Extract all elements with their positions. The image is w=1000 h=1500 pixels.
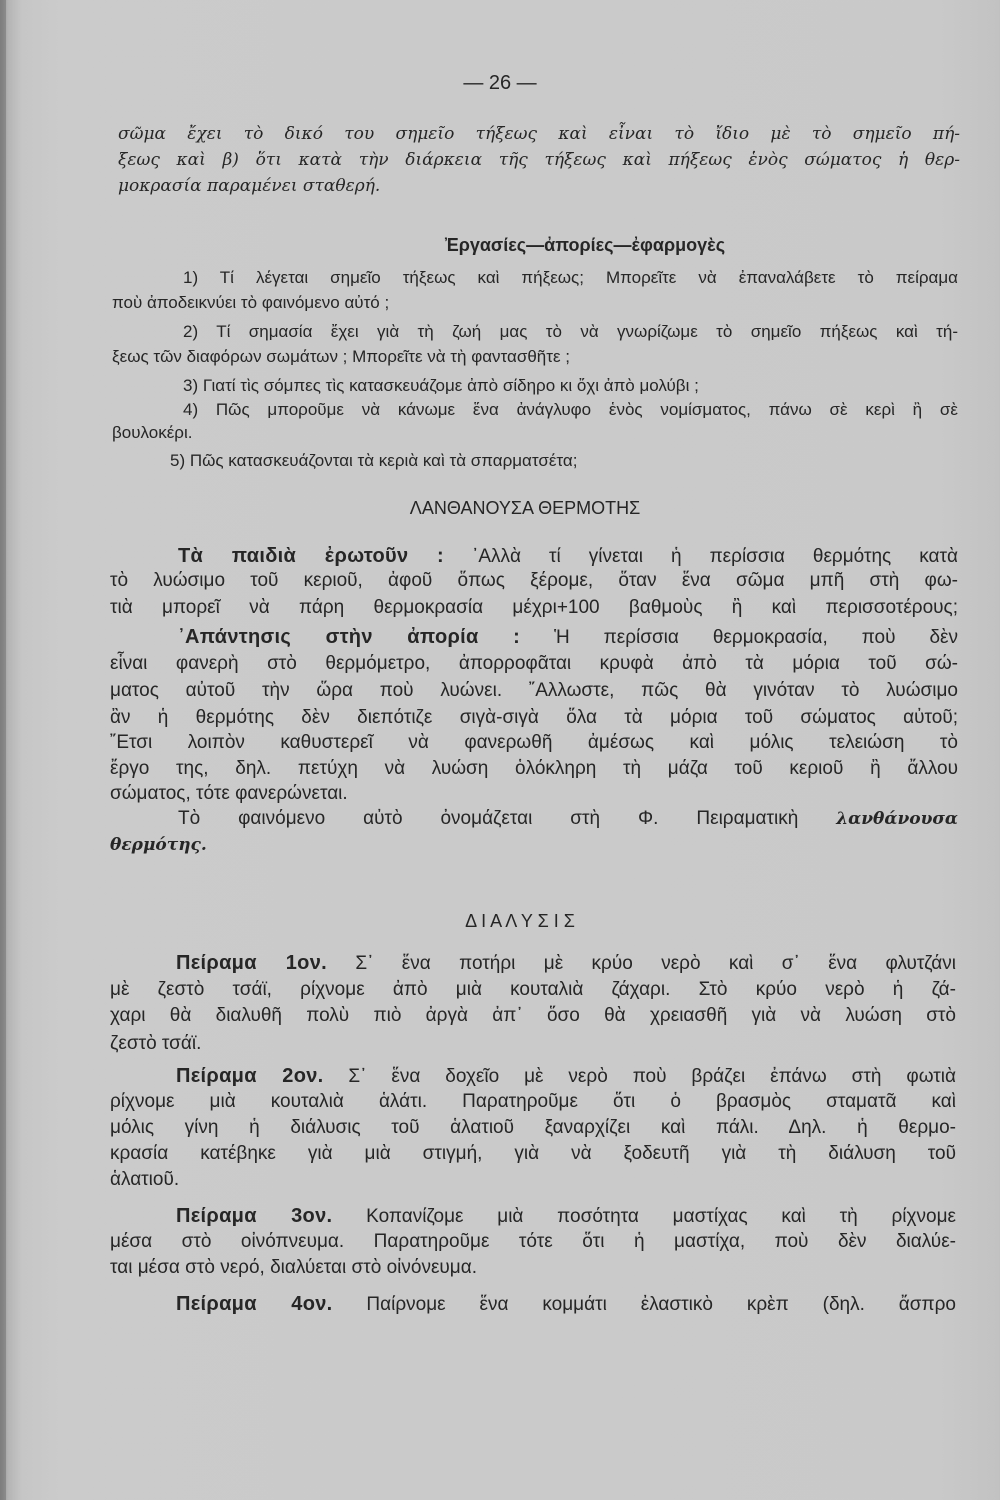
text-line (112, 348, 570, 365)
text-run: Σ᾽ ἕνα ποτήρι μὲ κρύο νερὸ καὶ σ᾽ ἕνα φλυτζάνι (326, 953, 956, 974)
text-run: εἶναι φανερὴ στὸ θερμόμετρο, ἀπορροφᾶται κρυφὰ ἀπὸ τὰ μόρια τοῦ σώ- (110, 653, 958, 674)
text-run: ζεστὸ τσάϊ. (110, 1033, 202, 1054)
text-run: σῶμα ἔχει τὸ δικό του σημεῖο τήξεως καὶ εἶναι τὸ ἴδιο μὲ τὸ σημεῖο πή- (118, 124, 960, 144)
text-line (112, 424, 192, 441)
text-run: Τὸ φαινόμενο αὐτὸ ὀνομάζεται στὴ Φ. Πειραματικὴ (178, 808, 837, 829)
page-number: — 26 — (463, 72, 537, 94)
bold-lead-in: Τὰ παιδιὰ ἐρωτοῦν : (178, 545, 444, 567)
text-line (176, 1066, 956, 1086)
text-run: τιὰ μπορεῖ νὰ πάρη θερμοκρασία μέχρι+100 βαθμοὺς ἢ καὶ περισσοτέρους; (110, 597, 958, 618)
text-line (110, 980, 956, 999)
text-line (110, 835, 207, 854)
text-run: ποὺ ἀποδεικνύει τὸ φαινόμενο αὐτό ; (112, 293, 390, 312)
text-line (110, 784, 348, 803)
text-run: 4) Πῶς μποροῦμε νὰ κάνωμε ἕνα ἀνάγλυφο ἑνὸς νομίσματος, πάνω σὲ κερὶ ἢ σὲ (183, 400, 958, 419)
latent-heat-heading: ΛΑΝΘΑΝΟΥΣΑ ΘΕΡΜΟΤΗΣ (409, 498, 641, 518)
text-line (112, 294, 389, 311)
text-run: Ἡ περίσσια θερμοκρασία, ποὺ δὲν (520, 627, 959, 648)
text-run: ρίχνομε μιὰ κουταλιὰ ἁλάτι. Παρατηροῦμε ὅτι ὁ βρασμὸς σταματᾶ καὶ (110, 1091, 956, 1112)
page-edge-shadow (0, 0, 6, 1500)
text-line (110, 654, 958, 673)
text-run: κρασία κατέβηκε γιὰ μιὰ στιγμή, γιὰ νὰ ξοδευτῆ γιὰ τὴ διάλυση τοῦ (110, 1143, 956, 1164)
bold-lead-in: Πείραμα 4ον. (176, 1293, 333, 1315)
text-line (176, 1206, 956, 1226)
text-line (110, 1118, 956, 1137)
text-line (110, 598, 958, 617)
text-line (118, 152, 960, 169)
text-run: ἂν ἡ θερμότης δὲν διεπότιζε σιγὰ-σιγὰ ὅλα τὰ μόρια τοῦ σώματος αὐτοῦ; (110, 707, 958, 728)
text-run: ται μέσα στὸ νερό, διαλύεται στὸ οἰνόνευμα. (110, 1257, 478, 1278)
text-line (183, 323, 958, 340)
text-run: ᾽Αλλὰ τί γίνεται ἡ περίσσια θερμότης κατὰ (443, 546, 958, 567)
text-line (176, 953, 956, 973)
text-run: Παίρνομε ἕνα κομμάτι ἐλαστικὸ κρὲπ (δηλ. ἄσπρο (332, 1294, 956, 1315)
text-run: 3) Γιατί τὶς σόμπες τὶς κατασκευάζομε ἀπὸ σίδηρο κι ὄχι ἀπὸ μολύβι ; (183, 376, 699, 395)
text-run: Σ᾽ ἕνα δοχεῖο μὲ νερὸ ποὺ βράζει ἐπάνω στὴ φωτιὰ (323, 1066, 956, 1087)
text-line (170, 452, 577, 469)
text-line (110, 571, 958, 590)
text-run: βουλοκέρι. (112, 423, 193, 442)
text-run: ξεως τῶν διαφόρων σωμάτων ; Μπορεῖτε νὰ τὴ φαντασθῆτε ; (112, 347, 570, 366)
text-run: μὲ ζεστὸ τσάϊ, ρίχνομε ἀπὸ μιὰ κουταλιὰ ζάχαρι. Στὸ κρύο νερὸ ἡ ζά- (110, 979, 956, 1000)
text-run: ἁλατιοῦ. (110, 1169, 180, 1190)
text-line (110, 681, 958, 700)
bold-lead-in: Πείραμα 3ον. (176, 1205, 333, 1227)
text-run: ῎Ετσι λοιπὸν καθυστερεῖ νὰ φανερωθῆ ἀμέσως καὶ μόλις τελειώση τὸ (110, 732, 958, 753)
text-line (110, 1232, 956, 1251)
text-line (118, 126, 960, 143)
text-run: 1) Τί λέγεται σημεῖο τήξεως καὶ πήξεως; Μπορεῖτε νὰ ἐπαναλάβετε τὸ πείραμα (183, 268, 958, 287)
text-run: μοκρασία παραμένει σταθερή. (118, 176, 381, 196)
text-line (110, 1170, 179, 1189)
text-line (110, 708, 958, 727)
text-line (178, 627, 958, 647)
italic-term: θερμότης. (110, 835, 207, 855)
text-line (118, 178, 380, 195)
text-run: χαρι θὰ διαλυθῆ πολὺ πιὸ ἀργὰ ἀπ᾽ ὅσο θὰ χρειασθῆ γιὰ νὰ λυώση στὸ (110, 1005, 956, 1026)
text-line (110, 759, 958, 778)
text-line (183, 269, 958, 286)
text-run: ἔργο της, δηλ. πετύχη νὰ λυώση ὁλόκληρη τὴ μάζα τοῦ κεριοῦ ἢ ἄλλου (110, 758, 958, 779)
text-run: ξεως καὶ β) ὅτι κατὰ τὴν διάρκεια τῆς τήξεως καὶ πήξεως ἑνὸς σώματος ἡ θερ- (118, 150, 960, 170)
exercises-heading: Ἐργασίες—ἀπορίες—ἐφαρμογὲς (444, 235, 726, 255)
text-line (183, 401, 958, 418)
bold-lead-in: Πείραμα 1ον. (176, 952, 327, 974)
text-run: σώματος, τότε φανερώνεται. (110, 783, 348, 804)
text-run: Κοπανίζομε μιὰ ποσότητα μαστίχας καὶ τὴ ρίχνομε (332, 1206, 956, 1227)
text-line (110, 1092, 956, 1111)
text-line (176, 1294, 956, 1314)
text-line (178, 809, 958, 828)
text-line (110, 1258, 477, 1277)
text-line (110, 1034, 201, 1053)
text-run: τὸ λυώσιμο τοῦ κεριοῦ, ἀφοῦ ὅπως ξέρομε, ὅταν ἕνα σῶμα μπῆ στὴ φω- (110, 570, 958, 591)
text-run: ματος αὐτοῦ τὴν ὥρα ποὺ λυώνει. ῎Αλλωστε, πῶς θὰ γινόταν τὸ λυώσιμο (110, 680, 958, 701)
text-line (183, 377, 699, 394)
bold-lead-in: ᾽Απάντησις στὴν ἀπορία : (178, 626, 521, 648)
text-run: 2) Τί σημασία ἔχει γιὰ τὴ ζωή μας τὸ νὰ γνωρίζωμε τὸ σημεῖο πήξεως καὶ τή- (183, 322, 958, 341)
text-line (110, 733, 958, 752)
text-line (110, 1006, 956, 1025)
text-run: μόλις γίνη ἡ διάλυσις τοῦ ἁλατιοῦ ξαναρχίζει καὶ πάλι. Δηλ. ἡ θερμο- (110, 1117, 956, 1138)
text-run: 5) Πῶς κατασκευάζονται τὰ κεριὰ καὶ τὰ σπαρματσέτα; (170, 451, 578, 470)
italic-term: λανθάνουσα (836, 809, 958, 829)
text-line (110, 1144, 956, 1163)
text-run: μέσα στὸ οἰνόπνευμα. Παρατηροῦμε τότε ὅτι ἡ μαστίχα, ποὺ δὲν διαλύε- (110, 1231, 956, 1252)
dissolution-heading: Δ Ι Α Λ Υ Σ Ι Σ (465, 911, 575, 931)
bold-lead-in: Πείραμα 2ον. (176, 1065, 324, 1087)
text-line (178, 546, 958, 566)
